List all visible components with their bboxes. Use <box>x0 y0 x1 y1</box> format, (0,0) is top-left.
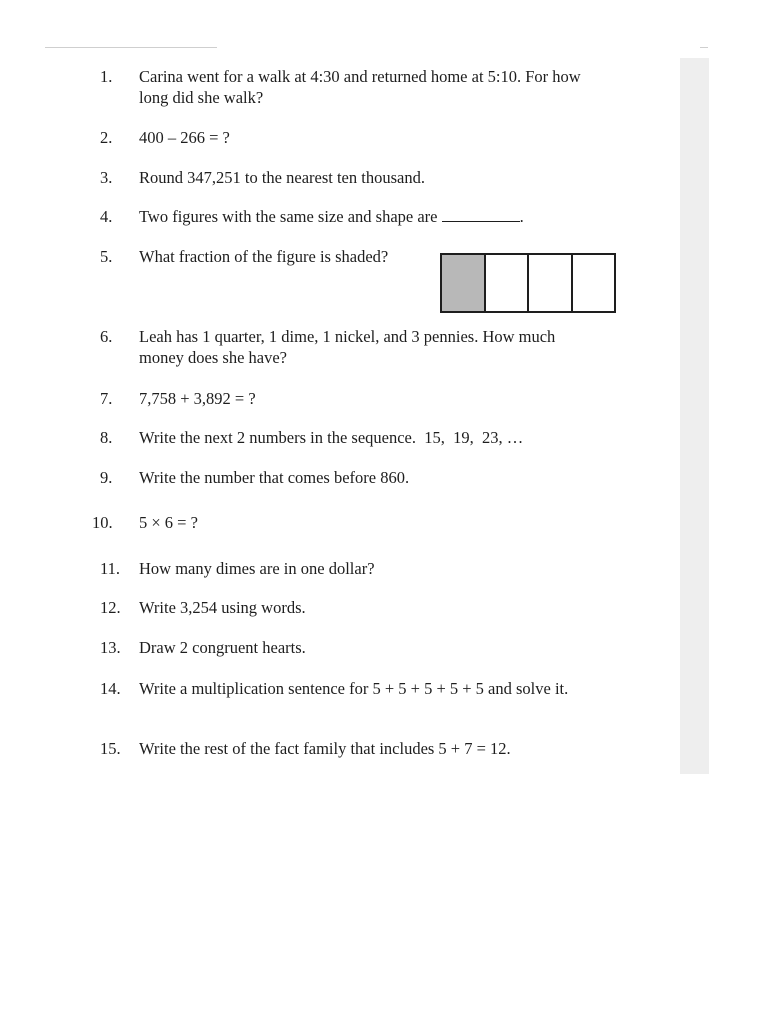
question-number: 6. <box>100 327 113 346</box>
question-number: 15. <box>100 739 121 758</box>
question-number: 3. <box>100 168 113 187</box>
question-text: Write a multiplication sentence for 5 + 5 + 5 + 5 + 5 and solve it. <box>139 679 569 698</box>
question-text: Write the next 2 numbers in the sequence. 15, 19, 23, … <box>139 428 524 447</box>
question-number: 8. <box>100 428 113 447</box>
fraction-figure <box>440 253 616 313</box>
top-divider-line <box>45 47 217 48</box>
question-text: Leah has 1 quarter, 1 dime, 1 nickel, and 3 pennies. How much money does she have? <box>139 327 556 367</box>
question-text-main: Two figures with the same size and shape are <box>139 207 438 226</box>
question-text: Carina went for a walk at 4:30 and returned home at 5:10. For how long did she walk? <box>139 67 581 107</box>
question-number: 4. <box>100 207 113 226</box>
top-right-dash <box>700 47 708 48</box>
question-text: 400 – 266 = ? <box>139 128 230 147</box>
question-number: 5. <box>100 247 113 266</box>
shaded-part <box>442 255 486 311</box>
unshaded-part <box>486 255 530 311</box>
question-text: 7,758 + 3,892 = ? <box>139 389 256 408</box>
question-text: Write the rest of the fact family that includes 5 + 7 = 12. <box>139 739 511 758</box>
question-number: 11. <box>100 559 121 578</box>
question-number: 14. <box>100 679 121 698</box>
unshaded-part <box>529 255 573 311</box>
question-number: 2. <box>100 128 113 147</box>
question-number: 13. <box>100 638 121 657</box>
question-text: Round 347,251 to the nearest ten thousand. <box>139 168 425 187</box>
answer-blank <box>442 207 520 222</box>
unshaded-part <box>573 255 615 311</box>
question-text: What fraction of the figure is shaded? <box>139 247 389 266</box>
question-text-suffix: . <box>519 207 524 226</box>
question-number: 10. <box>92 513 113 532</box>
question-number: 7. <box>100 389 113 408</box>
question-text: Draw 2 congruent hearts. <box>139 638 306 657</box>
question-text <box>139 206 609 227</box>
question-text: How many dimes are in one dollar? <box>139 559 375 578</box>
question-text: 5 × 6 = ? <box>139 513 198 532</box>
question-number: 12. <box>100 598 121 617</box>
question-number: 9. <box>100 468 113 487</box>
question-text: Write the number that comes before 860. <box>139 468 410 487</box>
question-number: 1. <box>100 67 113 86</box>
question-text: Write 3,254 using words. <box>139 598 306 617</box>
side-panel <box>680 58 709 774</box>
